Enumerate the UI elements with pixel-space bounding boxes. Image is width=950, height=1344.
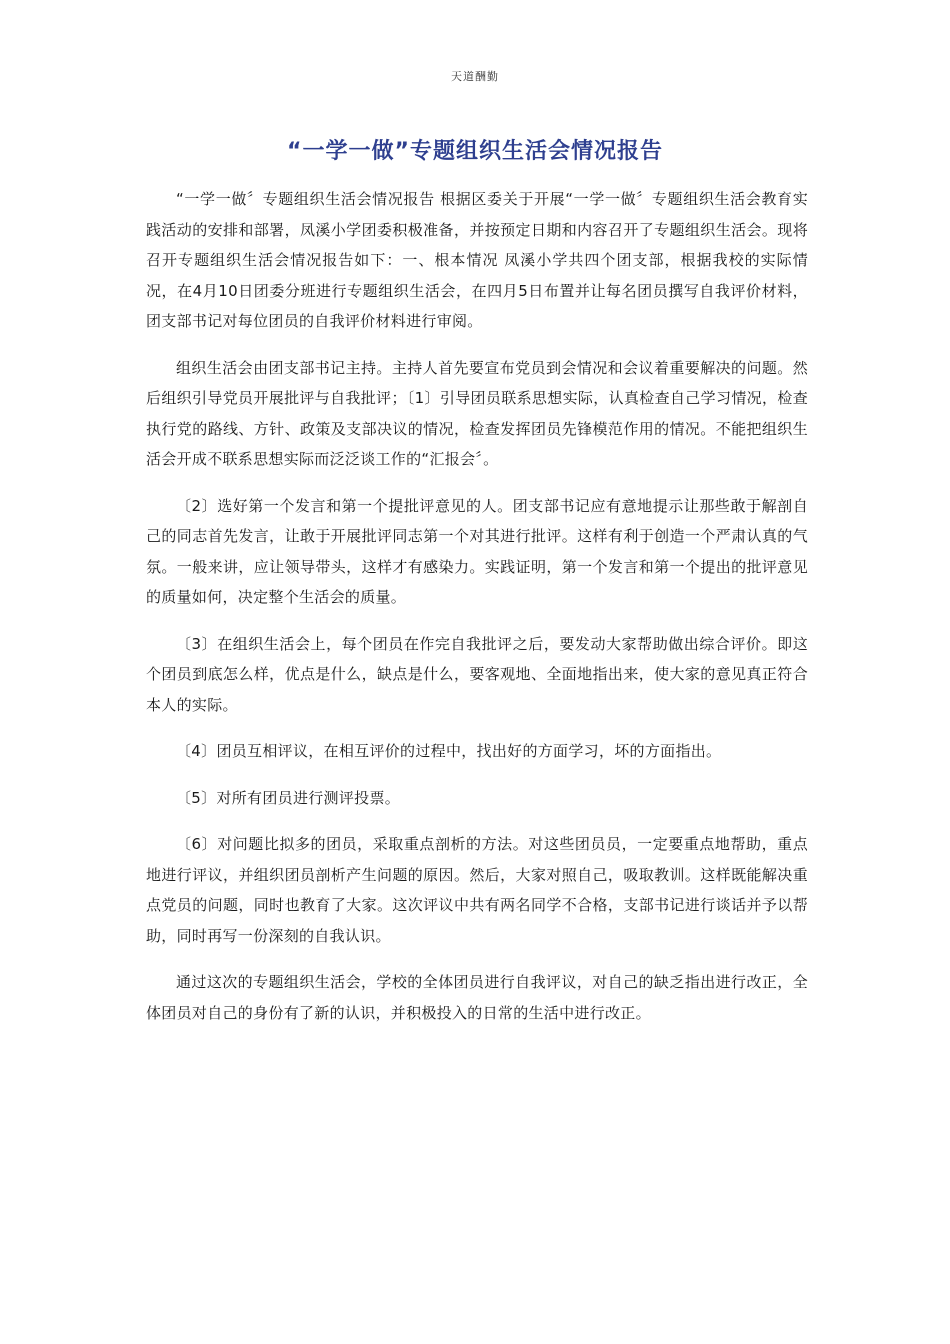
paragraph-intro: “一学一做〞专题组织生活会情况报告 根据区委关于开展“一学一做〞专题组织生活会教育实践活动的安排和部署，凤溪小学团委积极准备，并按预定日期和内容召开了专题组织生活会。现将召开专题组织生活会情况报告如下：一、根本情况 凤溪小学共四个团支部，根据我校的实际情况，在4月10日团委分班进行专题组织生活会，在四月5日布置并让每名团员撰写自我评价材料，团支部书记对每位团员的自我评价材料进行审阅。 [146,190,808,330]
page-header: 天道酬勤 [451,70,499,83]
paragraph-item-2: 〔2〕选好第一个发言和第一个提批评意见的人。团支部书记应有意地提示让那些敢于解剖自己的同志首先发言，让敢于开展批评同志第一个对其进行批评。这样有利于创造一个严肃认真的气氛。一般来讲，应让领导带头，这样才有感染力。实践证明，第一个发言和第一个提出的批评意见的质量如何，决定整个生活会的质量。 [146,496,808,606]
paragraph-conclusion: 通过这次的专题组织生活会，学校的全体团员进行自我评议，对自己的缺乏指出进行改正，全体团员对自己的身份有了新的认识，并积极投入的日常的生活中进行改正。 [146,973,808,1022]
paragraph-item-3: 〔3〕在组织生活会上，每个团员在作完自我批评之后，要发动大家帮助做出综合评价。即这个团员到底怎么样，优点是什么，缺点是什么，要客观地、全面地指出来，使大家的意见真正符合本人的实际。 [146,634,808,714]
paragraph-item-6: 〔6〕对问题比拟多的团员，采取重点剖析的方法。对这些团员员，一定要重点地帮助，重点地进行评议，并组织团员剖析产生问题的原因。然后，大家对照自己，吸取教训。这样既能解决重点党员的问题，同时也教育了大家。这次评议中共有两名同学不合格，支部书记进行谈话并予以帮助，同时再写一份深刻的自我认识。 [146,835,808,945]
paragraph-item-4: 〔4〕团员互相评议，在相互评价的过程中，找出好的方面学习，坏的方面指出。 [176,742,722,760]
paragraph-item-5: 〔5〕对所有团员进行测评投票。 [176,788,401,807]
document-body [146,184,808,1044]
paragraph-meeting: 组织生活会由团支部书记主持。主持人首先要宣布党员到会情况和会议着重要解决的问题。然后组织引导党员开展批评与自我批评；〔1〕引导团员联系思想实际，认真检查自己学习情况，检查执行党的路线、方针、政策及支部决议的情况，检查发挥团员先锋模范作用的情况。不能把组织生活会开成不联系思想实际而泛泛谈工作的“汇报会〞。 [146,358,808,468]
document-title: “一学一做”专题组织生活会情况报告 [287,139,663,164]
